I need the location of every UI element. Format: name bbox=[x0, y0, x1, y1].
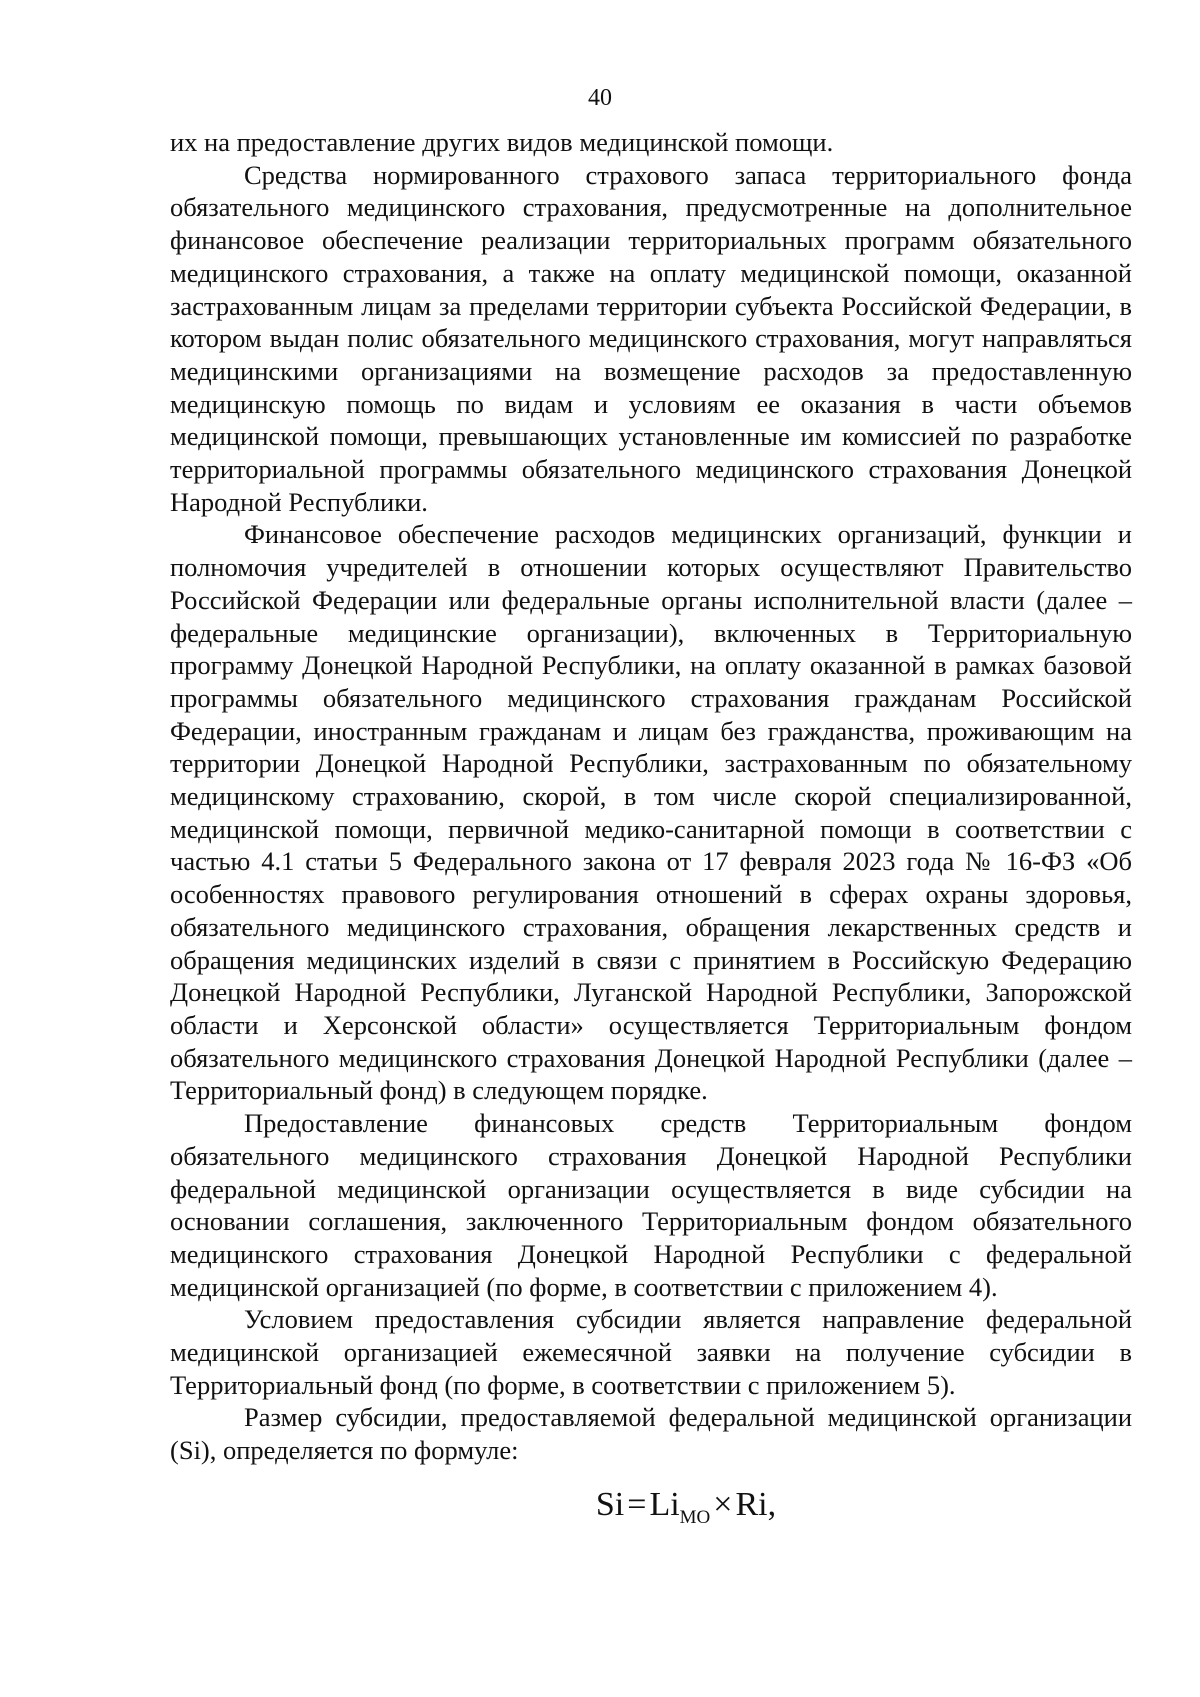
paragraph-federal-financing: Финансовое обеспечение расходов медицинских организаций, функции и полномочия учредителей в отношении которых осуществляют Правительство Российской Федерации или федеральные органы исполнительной власти (далее – федеральные медицинские организации), включенных в Территориальную программу Донецкой Народной Республики, на оплату оказанной в рамках базовой программы обязательного медицинского страхования гражданам Российской Федерации, иностранным гражданам и лицам без гражданства, проживающим на территории Донецкой Народной Республики, застрахованным по обязательному медицинскому страхованию, скорой, в том числе скорой специализированной, медицинской помощи, первичной медико-санитарной помощи в соответствии с частью 4.1 статьи 5 Федерального закона от 17 февраля 2023 года № 16-ФЗ «Об особенностях правового регулирования отношений в сферах охраны здоровья, обязательного медицинского страхования, обращения лекарственных средств и обращения медицинских изделий в связи с принятием в Российскую Федерацию Донецкой Народной Республики, Луганской Народной Республики, Запорожской области и Херсонской области» осуществляется Территориальным фондом обязательного медицинского страхования Донецкой Народной Республики (далее – Территориальный фонд) в следующем порядке. bbox=[170, 519, 1132, 1106]
formula-lhs: Si bbox=[595, 1485, 625, 1523]
subsidy-formula bbox=[170, 1485, 1132, 1528]
formula-term-li-subscript: МО bbox=[679, 1506, 711, 1528]
document-body bbox=[170, 126, 1132, 1528]
formula-equals: = bbox=[627, 1485, 647, 1523]
paragraph-continuation: их на предоставление других видов медицинской помощи. bbox=[170, 127, 834, 157]
formula-term-ri: Ri, bbox=[735, 1485, 777, 1523]
page-number: 40 bbox=[588, 85, 612, 111]
formula-times: × bbox=[713, 1485, 733, 1523]
paragraph-reserve-funds: Средства нормированного страхового запаса территориального фонда обязательного медицинского страхования, предусмотренные на дополнительное финансовое обеспечение реализации территориальных программ обязательного медицинского страхования, а также на оплату медицинской помощи, оказанной застрахованным лицам за пределами территории субъекта Российской Федерации, в котором выдан полис обязательного медицинского страхования, могут направляться медицинскими организациями на возмещение расходов за предоставленную медицинскую помощь по видам и условиям ее оказания в части объемов медицинской помощи, превышающих установленные им комиссией по разработке территориальной программы обязательного медицинского страхования Донецкой Народной Республики. bbox=[170, 159, 1132, 517]
paragraph-subsidy-size: Размер субсидии, предоставляемой федеральной медицинской организации (Si), определяется по формуле: bbox=[170, 1402, 1132, 1466]
paragraph-subsidy-condition: Условием предоставления субсидии является направление федеральной медицинской организацией ежемесячной заявки на получение субсидии в Территориальный фонд (по форме, в соответствии с приложением 5). bbox=[170, 1304, 1132, 1400]
formula-term-li: Li bbox=[649, 1485, 680, 1523]
paragraph-subsidy-agreement: Предоставление финансовых средств Территориальным фондом обязательного медицинского страхования Донецкой Народной Республики федеральной медицинской организации осуществляется в виде субсидии на основании соглашения, заключенного Территориальным фондом обязательного медицинского страхования Донецкой Народной Республики с федеральной медицинской организацией (по форме, в соответствии с приложением 4). bbox=[170, 1108, 1132, 1302]
